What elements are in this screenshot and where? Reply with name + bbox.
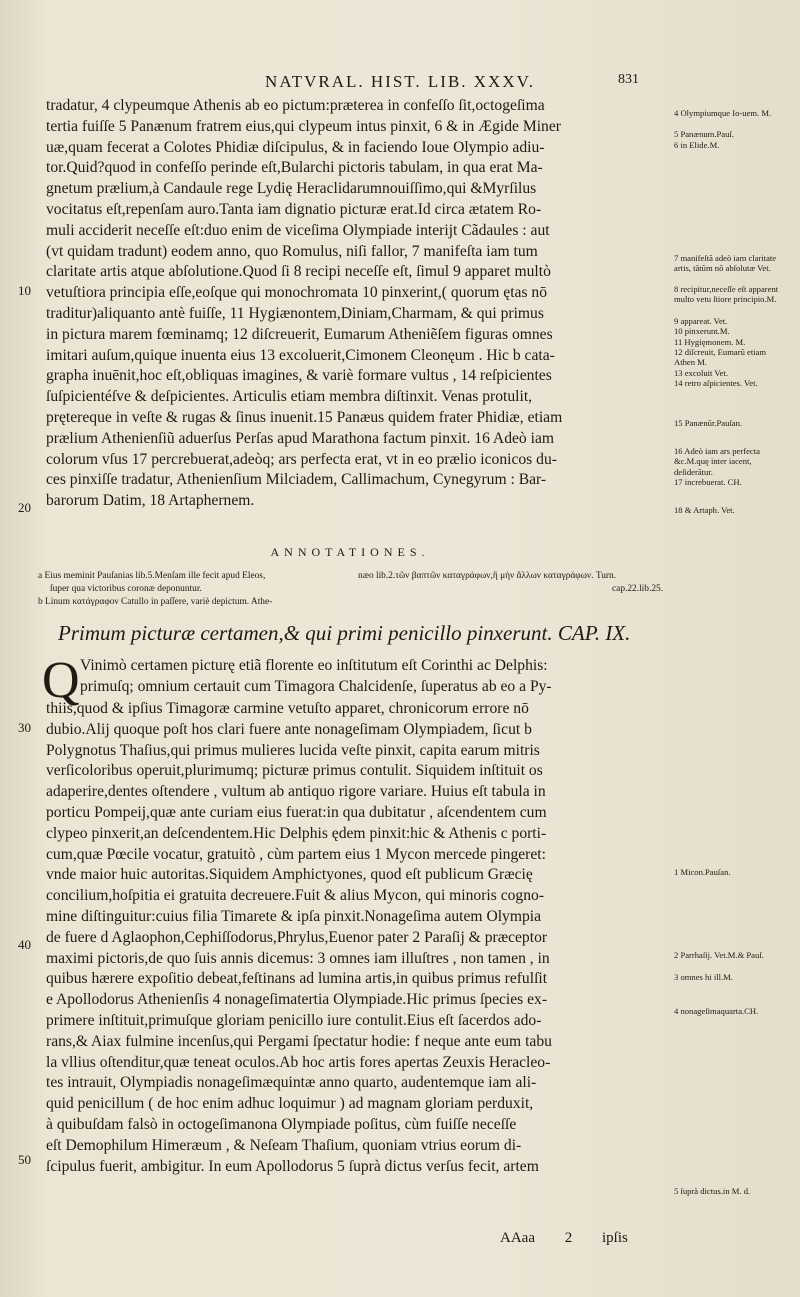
margin-note: 17 increbuerat. CH. — [674, 477, 742, 487]
text-line: barorum Datim, 18 Artaphernem. — [46, 492, 255, 510]
text-line: la vllius oſtenditur,quæ teneat oculos.Ab hoc artis fores apertas Zeuxis Heracleo- — [46, 1053, 551, 1071]
text-line: ſcipulus fuerit, ambigitur. In eum Apollodorus 5 ſuprà dictus verſus fecit, artem — [46, 1157, 539, 1175]
running-title: NATVRAL. HIST. LIB. XXXV. — [265, 72, 535, 91]
text-line: tor.Quid?quod in confeſſo perinde eſt,Bularchi pictoris tabulam, in qua erat Ma- — [46, 159, 543, 177]
line-number: 50 — [18, 1152, 31, 1167]
line-number: 20 — [18, 500, 31, 515]
margin-note: 16 Adeò iam ars perfecta &c.M.quę inter iacent, deſiderãtur. — [674, 446, 760, 477]
annotation-line: ſuper qua victoribus coronæ deponuntur. — [50, 584, 202, 594]
catchword: ipſis — [601, 1230, 628, 1246]
text-line: Polygnotus Thaſius,qui primus mulieres lucida veſte pinxit, capita earum mitris — [46, 741, 540, 759]
text-line: prętereque in veſte & rugas & ſinus inuenit.15 Panæus quidem frater Phidiæ, etiam — [46, 408, 563, 426]
text-line: tes intrauit, Olympiadis nonageſimæquintæ anno quarto, audentemque iam ali- — [46, 1074, 537, 1092]
text-line: maximi pictoris,de quo ſuis annis dicemus: 3 omnes iam illuſtres , non tamen , in — [46, 949, 550, 967]
text-line: ces pinxiſſe tradatur, Athenienſium Milciadem, Callimachum, Cynegyrum : Bar- — [46, 471, 547, 489]
text-line: cum,quæ Pœcile vocatur, gratuitò , cùm partem eius 1 Mycon mercede pingeret: — [46, 845, 546, 863]
margin-note: 8 recipitur,neceſſe eſt apparent multo vetu ſtiore principio.M. — [674, 284, 779, 305]
main-text-bottom — [46, 699, 636, 1177]
margin-note: 13 excoluit Vet. — [674, 368, 729, 378]
text-line: (vt quidam tradunt) eodem anno, quo Romulus, niſi fallor, 7 manifeſta iam tum — [46, 242, 538, 260]
text-line: tradatur, 4 clypeumque Athenis ab eo pictum:præterea in confeſſo ſit,octogeſima — [46, 97, 545, 114]
text-line: prælium Athenienſiũ aduerſus Perſas apud Marathona factum pinxit. 16 Adeò iam — [46, 429, 554, 447]
text-line: concilium,hoſpitia ei gratuita decreuere.Fuit & alius Mycon, qui minoris cogno- — [46, 887, 545, 905]
text-line: primere inſtituit,primuſque gloriam penicillo iure contulit.Eius eſt ſacerdos ado- — [46, 1011, 542, 1029]
text-line: colorum vſus 17 percrebuerat,adeòq; ars perfecta erat, vt in eo prælio iconicos du- — [46, 450, 557, 468]
margin-note: 4 nonageſimaquarta.CH. — [674, 1006, 759, 1016]
margin-note: 7 manifeſtã adeò iam claritate artis, tãtũm nō abſolutæ Vet. — [674, 253, 777, 274]
margin-note: 9 appareat. Vet. — [674, 316, 728, 326]
margin-note: 4 Olympiumque Io-uem. M. — [674, 108, 772, 118]
annotations-heading: ANNOTATIONES. — [270, 545, 430, 559]
text-line: quid penicillum ( de hoc enim adhuc loquimur ) ad magnam gloriam perduxit, — [46, 1095, 534, 1113]
page-number: 831 — [618, 72, 639, 87]
text-line: e Apollodorus Athenienſis 4 nonageſimatertia Olympiade.Hic primus ſpecies ex- — [46, 991, 548, 1009]
annotation-line: a Eius meminit Pauſanias lib.5.Menſam ille fecit apud Eleos, — [38, 571, 266, 581]
annotation-line: b Linum κατάγραφον Catullo in paſſere, variè depictum. Athe- — [38, 597, 273, 607]
text-line: clypeo pinxerit,an deſcendentem.Hic Delphis ędem pinxit:hic & Athenis c porti- — [46, 824, 547, 842]
text-line: eſt Demophilum Himeræum , & Neſeam Thaſium, quoniam vtrius eorum di- — [46, 1136, 522, 1154]
text-line: rans,& Aiax fulmine incenſus,qui Pergami ſpectatur hodie: f neque ante eum tabu — [46, 1032, 552, 1050]
text-line: Vinimò certamen picturę etiã florente eo inſtitutum eſt Corinthi ac Delphis: — [80, 657, 548, 674]
margin-note: 1 Micon.Pauſan. — [674, 867, 731, 877]
margin-note: 15 Panænũr.Pauſan. — [674, 418, 743, 428]
margin-note: 18 & Artaph. Vet. — [674, 505, 735, 515]
margin-note: 6 in Elide.M. — [674, 140, 720, 150]
line-number: 40 — [18, 937, 31, 952]
main-text-top — [46, 96, 636, 512]
text-line: verſicoloribus operuit,plurimumq; picturæ primus contulit. Siquidem inſtituit os — [46, 762, 543, 780]
margin-note: 11 Hygięmonem. M. — [674, 337, 746, 347]
text-line: primuſq; omnium certauit cum Timagora Chalcidenſe, ſuperatus ab eo a Py- — [80, 677, 552, 695]
text-line: uæ,quam fecerat a Colotes Phidiæ diſcipulus, & in faciendo Ioue Olympio adiu- — [46, 138, 545, 156]
margin-note: 10 pinxerunt.M. — [674, 326, 730, 336]
annotation-line: næo lib.2.τῶν βαπτῶν καταγράφων,ἢ μὴν ἄλλων καταγράφων. Turn. — [358, 571, 617, 581]
signature-number: 2 — [564, 1230, 573, 1246]
line-number: 30 — [18, 720, 31, 735]
text-line: in pictura marem fœminamq; 12 diſcreuerit, Eumarum Atheniẽſem figuras omnes — [46, 325, 553, 343]
margin-note: 5 Panænum.Pauſ. — [674, 129, 734, 139]
text-line: de fuere d Aglaophon,Cephiſſodorus,Phrylus,Euenor pater 2 Paraſij & præceptor — [46, 928, 548, 946]
margin-note: 2 Parrhaſij. Vet.M.& Pauſ. — [674, 950, 764, 960]
text-line: quibus hærere expoſitio debeat,feſtinans ad lumina artis,in quibus primus refulſit — [46, 970, 548, 988]
text-line: à quibuſdam falsò in octogeſimanona Olympiade poſitus, cùm fuiſſe neceſſe — [46, 1115, 517, 1133]
line-number: 10 — [18, 283, 31, 298]
text-line: thiis,quod & ipſius Timagoræ carmine vetuſto apparet, chronicorum errore nō — [46, 700, 529, 717]
text-line: gnetum prælium,à Candaule rege Lydię Heraclidarumnouiſſimo,qui &Myrſilus — [46, 180, 537, 198]
text-line: porticu Pompeij,quæ ante curiam eius fuerat:in qua dubitatur , aſcendentem cum — [46, 803, 547, 821]
text-line: claritate artis atque abſolutione.Quod ſi 8 recipi neceſſe eſt, ſimul 9 apparet multò — [46, 263, 551, 281]
text-line: traditur)aliquanto antè fuiſſe, 11 Hygiænontem,Diniam,Charmam, & qui primus — [46, 304, 544, 322]
margin-note: 3 omnes hi ill.M. — [674, 972, 733, 982]
margin-note: 14 retro aſpicientes. Vet. — [674, 378, 758, 388]
drop-cap: Q — [42, 652, 80, 709]
margin-note: 12 diſcreuit, Eumarũ etiam Athen M. — [674, 347, 767, 368]
text-line: tertia fuiſſe 5 Panænum fratrem eius,qui clypeum intus pinxit, 6 & in Ægide Miner — [46, 117, 561, 135]
text-line: dubio.Alij quoque poſt hos clari fuere ante nonageſimam Olympiadem, ſicut b — [46, 720, 532, 738]
page-footer — [500, 1230, 680, 1247]
annotation-line: cap.22.lib.25. — [612, 584, 664, 594]
chapter-title: Primum picturæ certamen,& qui primi penicillo pinxerunt. CAP. IX. — [58, 621, 631, 645]
text-line: vnde maior huic autoritas.Siquidem Amphictyones, quod eſt publicum Græcię — [46, 866, 533, 884]
text-line: adaperire,dentes oſtendere , vultum ab antiquo rigore variare. Huius eſt tabula in — [46, 783, 546, 801]
chapter-first-lines — [80, 656, 640, 698]
text-line: vetuſtiora principia eſſe,eoſque qui monochromata 10 pinxerint,( quorum ętas nō — [46, 284, 548, 302]
text-line: grapha inuēnit,hoc eſt,obliquas imagines, & variè formare vultus , 14 reſpicientes — [46, 367, 552, 385]
signature-mark: AAaa — [500, 1230, 535, 1246]
text-line: mine diſtinguitur:cuius filia Timarete & ipſa pinxit.Nonageſima autem Olympia — [46, 907, 542, 925]
text-line: ſuſpicientéſve & deſpicientes. Articulis etiam membra diſtinxit. Venas protulit, — [46, 388, 533, 406]
text-line: vocitatus eſt,repenſam auro.Tanta iam dignatio picturæ erat.Id circa ætatem Ro- — [46, 200, 542, 218]
text-line: imitari auſum,quique inuenta eius 13 excoluerit,Cimonem Cleonęum . Hic b cata- — [46, 346, 555, 364]
margin-note: 5 ſuprà dictus.in M. d. — [674, 1186, 751, 1196]
text-line: muli acciderit neceſſe eſt:duo enim de viceſima Olympiade interijt Cãdaules : aut — [46, 221, 550, 239]
